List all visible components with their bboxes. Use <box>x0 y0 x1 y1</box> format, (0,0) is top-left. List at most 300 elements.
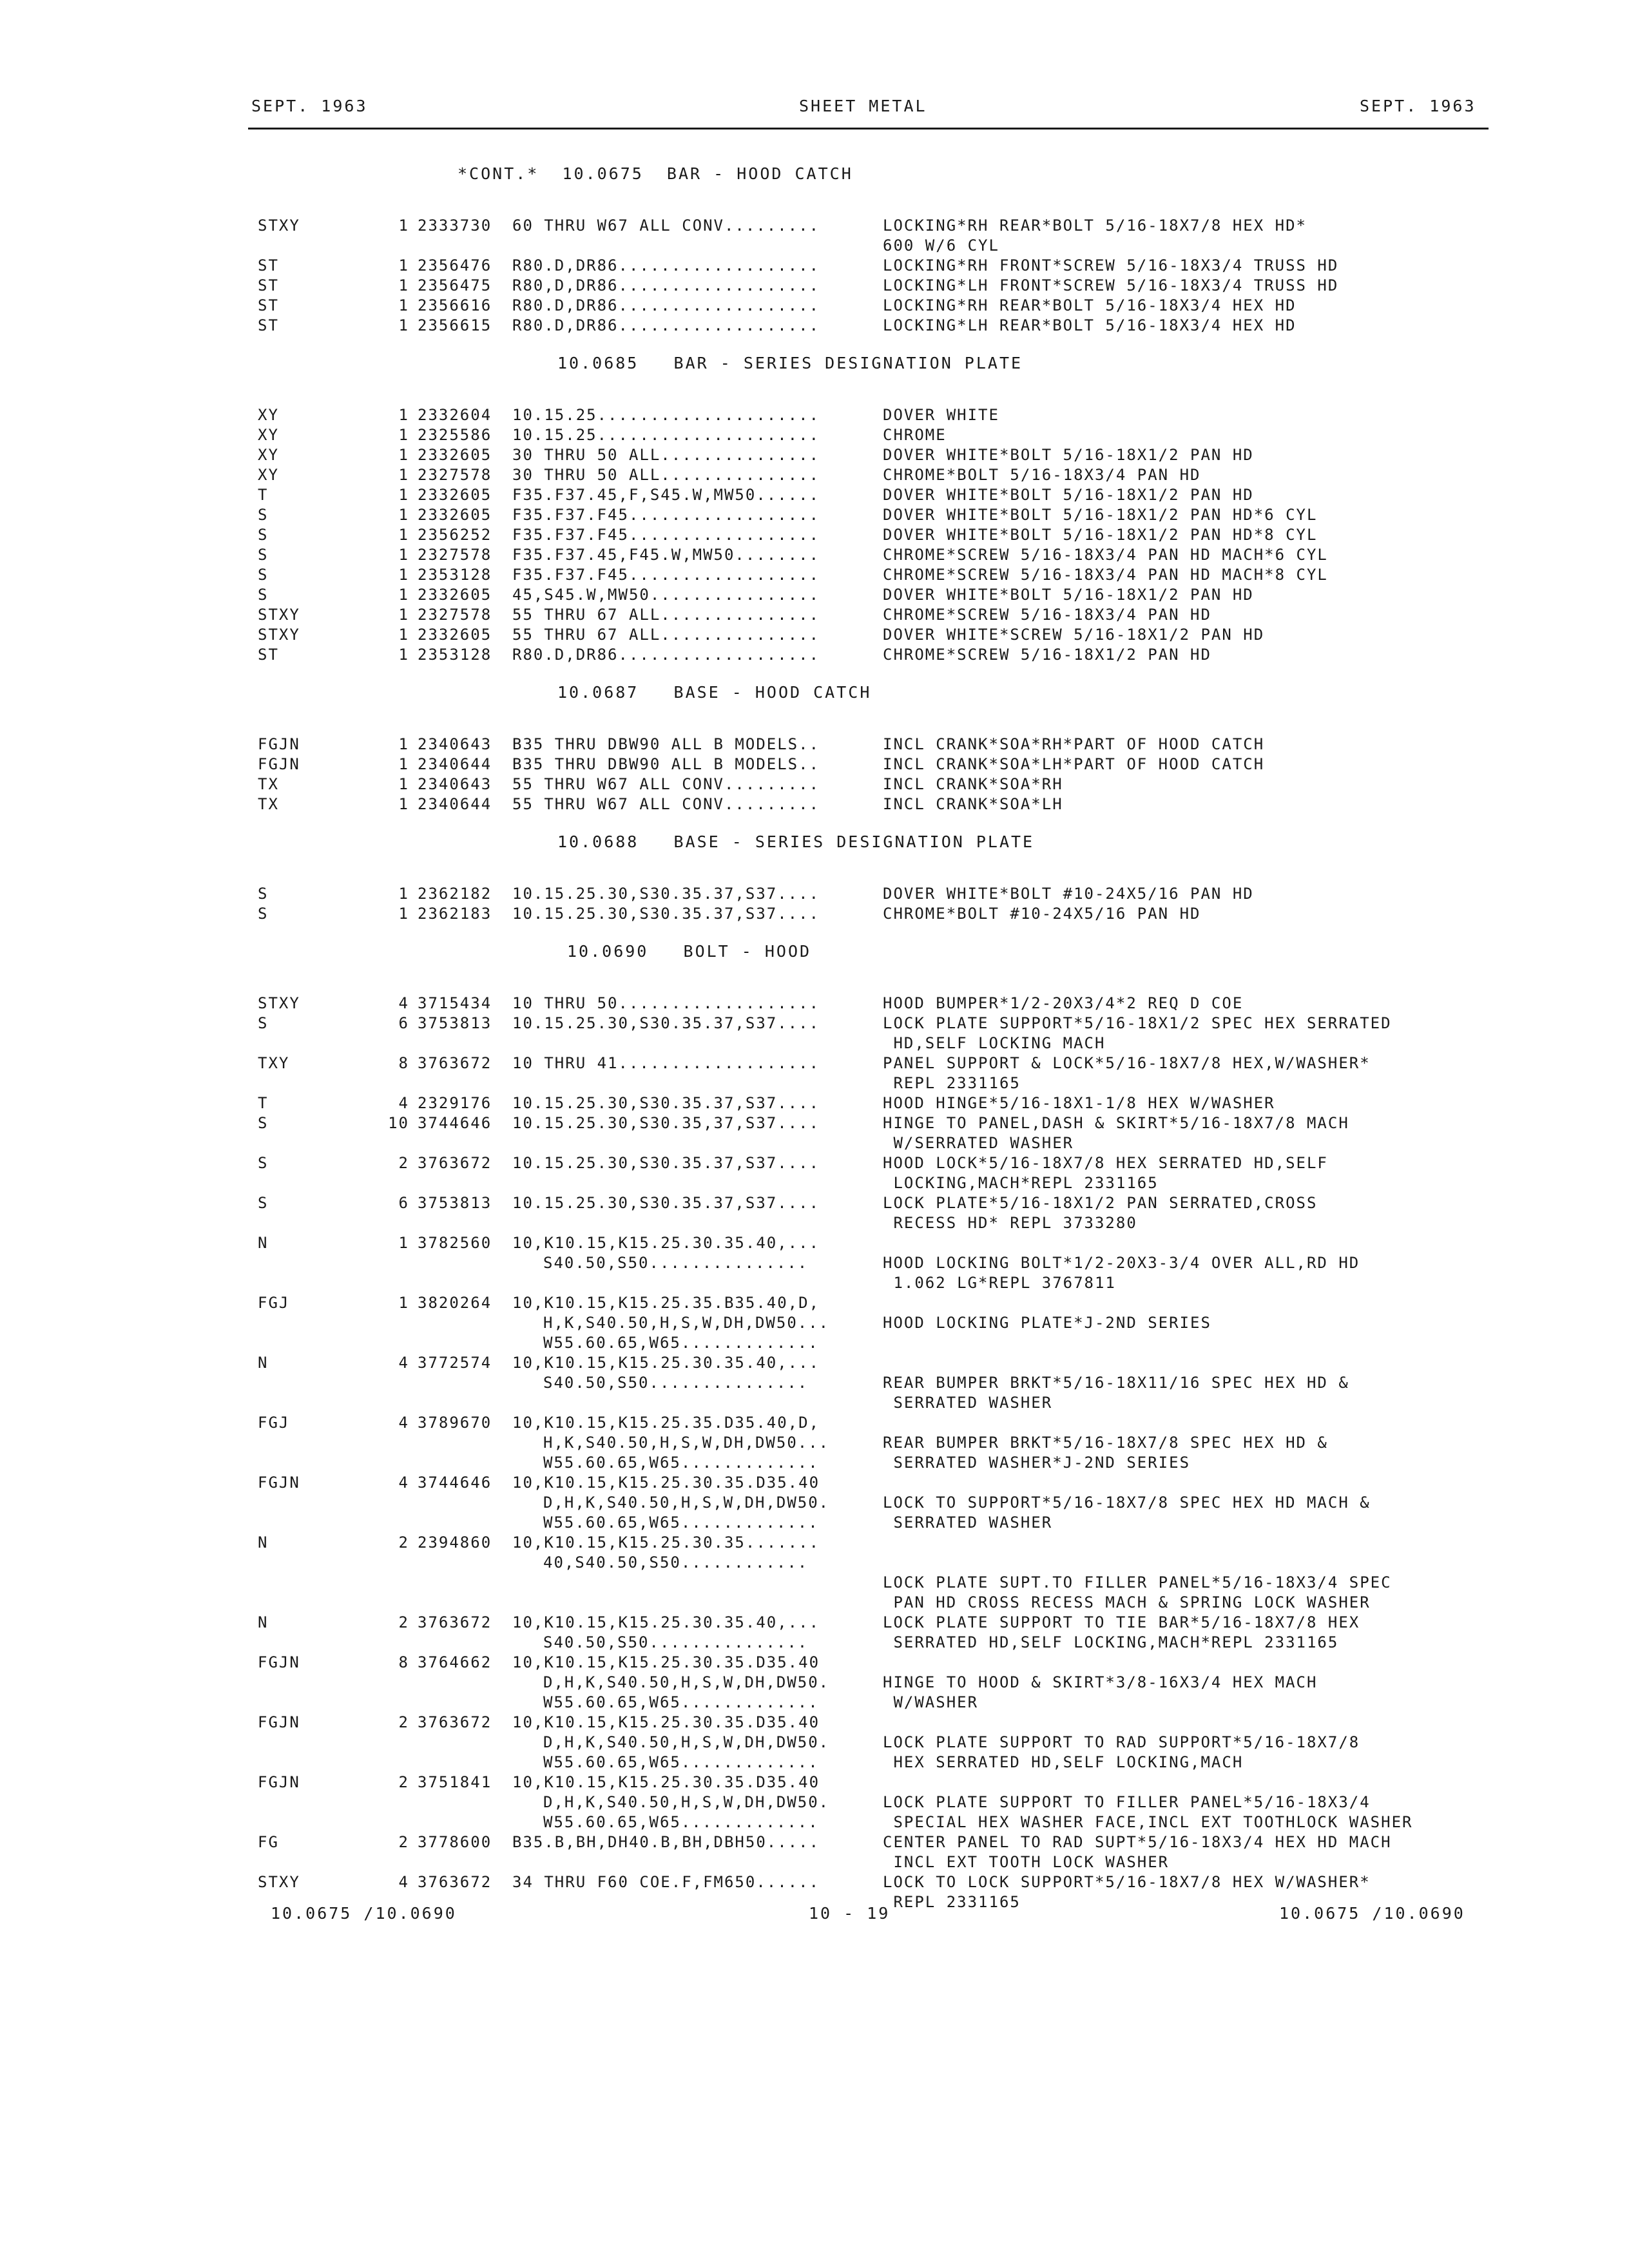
part-number: 2332605 <box>418 446 492 464</box>
part-number: 2332605 <box>418 626 492 644</box>
header-date-right: SEPT. 1963 <box>1360 97 1476 115</box>
model-code: FGJ <box>258 1294 290 1312</box>
application-models: 55 THRU 67 ALL............... <box>512 626 820 644</box>
quantity: 1 <box>398 1294 409 1312</box>
table-row <box>0 296 1629 316</box>
table-row <box>0 754 1629 774</box>
part-number: 2340644 <box>418 755 492 773</box>
application-models: S40.50,S50............... <box>543 1254 809 1272</box>
application-models: S40.50,S50............... <box>543 1374 809 1392</box>
part-number: 2327578 <box>418 606 492 624</box>
application-models: D,H,K,S40.50,H,S,W,DH,DW50. <box>543 1793 830 1811</box>
model-code: FGJN <box>258 1474 300 1492</box>
quantity: 1 <box>398 735 409 753</box>
part-description: LOCK PLATE SUPT.TO FILLER PANEL*5/16-18X3/4 SPEC <box>883 1573 1392 1591</box>
application-models: W55.60.65,W65............. <box>543 1454 819 1472</box>
quantity: 4 <box>398 1873 409 1891</box>
part-description: HINGE TO PANEL,DASH & SKIRT*5/16-18X7/8 MACH <box>883 1114 1349 1132</box>
part-number: 3744646 <box>418 1114 492 1132</box>
part-description: PANEL SUPPORT & LOCK*5/16-18X7/8 HEX,W/WASHER* <box>883 1054 1371 1072</box>
model-code: XY <box>258 406 279 424</box>
part-number: 3763672 <box>418 1154 492 1172</box>
part-description: HD,SELF LOCKING MACH <box>883 1034 1106 1052</box>
quantity: 2 <box>398 1713 409 1731</box>
table-row <box>0 585 1629 605</box>
application-models: R80.D,DR86................... <box>512 316 820 334</box>
model-code: S <box>258 566 269 584</box>
part-description: PAN HD CROSS RECESS MACH & SPRING LOCK WASHER <box>883 1593 1371 1611</box>
application-models: 10 THRU 50................... <box>512 994 820 1012</box>
quantity: 1 <box>398 276 409 294</box>
model-code: STXY <box>258 216 300 235</box>
quantity: 1 <box>398 466 409 484</box>
application-models: 10,K10.15,K15.25.30.35.40,... <box>512 1613 820 1631</box>
model-code: S <box>258 905 269 923</box>
model-code: FGJN <box>258 755 300 773</box>
part-number: 3753813 <box>418 1194 492 1212</box>
quantity: 4 <box>398 1414 409 1432</box>
part-description: INCL EXT TOOTH LOCK WASHER <box>883 1853 1170 1871</box>
section-title: 10.0688 BASE - SERIES DESIGNATION PLATE <box>557 832 1035 851</box>
model-code: TXY <box>258 1054 290 1072</box>
part-description: SERRATED WASHER <box>883 1514 1053 1532</box>
part-description: RECESS HD* REPL 3733280 <box>883 1214 1137 1232</box>
application-models: R80.D,DR86................... <box>512 256 820 274</box>
model-code: S <box>258 1014 269 1032</box>
table-row <box>0 445 1629 465</box>
part-description: CHROME*BOLT #10-24X5/16 PAN HD <box>883 905 1201 923</box>
part-number: 3715434 <box>418 994 492 1012</box>
model-code: ST <box>258 646 279 664</box>
part-number: 3820264 <box>418 1294 492 1312</box>
model-code: STXY <box>258 626 300 644</box>
application-models: W55.60.65,W65............. <box>543 1514 819 1532</box>
part-description: LOCKING*RH REAR*BOLT 5/16-18X3/4 HEX HD <box>883 296 1296 314</box>
part-number: 3744646 <box>418 1474 492 1492</box>
part-description: LOCK PLATE*5/16-18X1/2 PAN SERRATED,CROSS <box>883 1194 1318 1212</box>
table-row <box>0 794 1629 814</box>
application-models: D,H,K,S40.50,H,S,W,DH,DW50. <box>543 1673 830 1691</box>
quantity: 1 <box>398 256 409 274</box>
application-models: R80,D,DR86................... <box>512 276 820 294</box>
part-number: 2353128 <box>418 646 492 664</box>
part-number: 3782560 <box>418 1234 492 1252</box>
model-code: S <box>258 526 269 544</box>
model-code: XY <box>258 466 279 484</box>
part-description: DOVER WHITE*BOLT 5/16-18X1/2 PAN HD <box>883 486 1254 504</box>
table-row <box>0 256 1629 276</box>
part-description: CHROME*SCREW 5/16-18X3/4 PAN HD <box>883 606 1211 624</box>
table-row <box>0 884 1629 904</box>
application-models: 34 THRU F60 COE.F,FM650...... <box>512 1873 820 1891</box>
application-models: 10.15.25.30,S30.35.37,S37.... <box>512 885 820 903</box>
part-description: CHROME*BOLT 5/16-18X3/4 PAN HD <box>883 466 1201 484</box>
application-models: 10,K10.15,K15.25.30.35.D35.40 <box>512 1653 820 1671</box>
application-models: F35.F37.45,F45.W,MW50........ <box>512 546 820 564</box>
quantity: 1 <box>398 775 409 793</box>
table-row <box>0 1713 1629 1773</box>
table-row <box>0 994 1629 1014</box>
application-models: 55 THRU 67 ALL............... <box>512 606 820 624</box>
application-models: 40,S40.50,S50............ <box>543 1553 809 1571</box>
quantity: 1 <box>398 586 409 604</box>
quantity: 2 <box>398 1833 409 1851</box>
part-description: HEX SERRATED HD,SELF LOCKING,MACH <box>883 1753 1244 1771</box>
header-rule <box>248 128 1489 130</box>
part-number: 3763672 <box>418 1713 492 1731</box>
part-number: 3751841 <box>418 1773 492 1791</box>
quantity: 1 <box>398 546 409 564</box>
quantity: 6 <box>398 1194 409 1212</box>
part-number: 2325586 <box>418 426 492 444</box>
part-description: HOOD HINGE*5/16-18X1-1/8 HEX W/WASHER <box>883 1094 1275 1112</box>
table-row <box>0 605 1629 625</box>
application-models: 10.15.25.30,S30.35.37,S37.... <box>512 1154 820 1172</box>
application-models: F35.F37.F45.................. <box>512 566 820 584</box>
quantity: 4 <box>398 1354 409 1372</box>
quantity: 10 <box>388 1114 409 1132</box>
table-row <box>0 1473 1629 1533</box>
header-section-title: SHEET METAL <box>799 97 927 115</box>
section-title: 10.0687 BASE - HOOD CATCH <box>557 683 872 702</box>
part-description: SERRATED WASHER*J-2ND SERIES <box>883 1454 1191 1472</box>
application-models: R80.D,DR86................... <box>512 646 820 664</box>
part-number: 3763672 <box>418 1873 492 1891</box>
quantity: 1 <box>398 1234 409 1252</box>
part-description: INCL CRANK*SOA*LH <box>883 795 1063 813</box>
model-code: XY <box>258 426 279 444</box>
part-description: 600 W/6 CYL <box>883 236 999 255</box>
part-description: LOCK PLATE SUPPORT TO RAD SUPPORT*5/16-18X7/8 <box>883 1733 1360 1751</box>
model-code: FGJN <box>258 1773 300 1791</box>
part-number: 2327578 <box>418 546 492 564</box>
part-description: LOCKING*LH REAR*BOLT 5/16-18X3/4 HEX HD <box>883 316 1296 334</box>
part-number: 3753813 <box>418 1014 492 1032</box>
quantity: 8 <box>398 1653 409 1671</box>
quantity: 4 <box>398 1094 409 1112</box>
part-number: 3763672 <box>418 1054 492 1072</box>
part-number: 2340643 <box>418 775 492 793</box>
table-row <box>0 1014 1629 1053</box>
part-number: 2332605 <box>418 506 492 524</box>
section-title: 10.0690 BOLT - HOOD <box>567 942 812 961</box>
part-description: DOVER WHITE*BOLT 5/16-18X1/2 PAN HD*8 CYL <box>883 526 1318 544</box>
model-code: STXY <box>258 1873 300 1891</box>
quantity: 1 <box>398 506 409 524</box>
table-row <box>0 216 1629 256</box>
quantity: 1 <box>398 216 409 235</box>
part-number: 2333730 <box>418 216 492 235</box>
part-description: W/WASHER <box>883 1693 979 1711</box>
table-row <box>0 1413 1629 1473</box>
part-description: HOOD LOCK*5/16-18X7/8 HEX SERRATED HD,SELF <box>883 1154 1328 1172</box>
quantity: 2 <box>398 1613 409 1631</box>
table-row <box>0 465 1629 485</box>
model-code: S <box>258 1114 269 1132</box>
table-row <box>0 1533 1629 1613</box>
model-code: T <box>258 486 269 504</box>
part-description: INCL CRANK*SOA*RH <box>883 775 1063 793</box>
table-row <box>0 276 1629 296</box>
table-row <box>0 735 1629 754</box>
table-row <box>0 1613 1629 1653</box>
part-number: 3764662 <box>418 1653 492 1671</box>
model-code: FGJN <box>258 735 300 753</box>
model-code: TX <box>258 795 279 813</box>
application-models: 55 THRU W67 ALL CONV......... <box>512 775 820 793</box>
header-date-left: SEPT. 1963 <box>251 97 368 115</box>
part-number: 2356475 <box>418 276 492 294</box>
footer-range-left: 10.0675 /10.0690 <box>271 1904 457 1923</box>
part-description: LOCK TO LOCK SUPPORT*5/16-18X7/8 HEX W/WASHER* <box>883 1873 1371 1891</box>
application-models: 10,K10.15,K15.25.35.D35.40,D, <box>512 1414 820 1432</box>
application-models: D,H,K,S40.50,H,S,W,DH,DW50. <box>543 1733 830 1751</box>
quantity: 4 <box>398 1474 409 1492</box>
part-number: 2340643 <box>418 735 492 753</box>
part-description: LOCK PLATE SUPPORT TO TIE BAR*5/16-18X7/8 HEX <box>883 1613 1360 1631</box>
quantity: 4 <box>398 994 409 1012</box>
part-description: REAR BUMPER BRKT*5/16-18X11/16 SPEC HEX HD & <box>883 1374 1349 1392</box>
quantity: 1 <box>398 566 409 584</box>
footer-range-right: 10.0675 /10.0690 <box>1279 1904 1465 1923</box>
quantity: 1 <box>398 296 409 314</box>
quantity: 1 <box>398 646 409 664</box>
part-description: REAR BUMPER BRKT*5/16-18X7/8 SPEC HEX HD & <box>883 1434 1328 1452</box>
part-number: 2356615 <box>418 316 492 334</box>
table-row <box>0 525 1629 545</box>
part-description: LOCK PLATE SUPPORT TO FILLER PANEL*5/16-18X3/4 <box>883 1793 1371 1811</box>
application-models: 10.15.25.30,S30.35.37,S37.... <box>512 905 820 923</box>
quantity: 1 <box>398 526 409 544</box>
quantity: 1 <box>398 885 409 903</box>
table-row <box>0 1233 1629 1293</box>
part-description: DOVER WHITE*BOLT 5/16-18X1/2 PAN HD <box>883 446 1254 464</box>
table-row <box>0 1113 1629 1153</box>
application-models: 10,K10.15,K15.25.35.B35.40,D, <box>512 1294 820 1312</box>
application-models: D,H,K,S40.50,H,S,W,DH,DW50. <box>543 1494 830 1512</box>
part-number: 2394860 <box>418 1533 492 1552</box>
application-models: 10.15.25.30,S30.35,37,S37.... <box>512 1114 820 1132</box>
table-row <box>0 645 1629 665</box>
table-row <box>0 405 1629 425</box>
part-description: LOCK TO SUPPORT*5/16-18X7/8 SPEC HEX HD MACH & <box>883 1494 1371 1512</box>
table-row <box>0 1773 1629 1832</box>
quantity: 1 <box>398 755 409 773</box>
quantity: 1 <box>398 795 409 813</box>
model-code: S <box>258 586 269 604</box>
part-description: DOVER WHITE*BOLT 5/16-18X1/2 PAN HD*6 CYL <box>883 506 1318 524</box>
quantity: 2 <box>398 1773 409 1791</box>
part-number: 2332605 <box>418 486 492 504</box>
part-description: SERRATED HD,SELF LOCKING,MACH*REPL 2331165 <box>883 1633 1339 1651</box>
part-description: W/SERRATED WASHER <box>883 1134 1074 1152</box>
application-models: R80.D,DR86................... <box>512 296 820 314</box>
model-code: ST <box>258 256 279 274</box>
part-description: CHROME*SCREW 5/16-18X3/4 PAN HD MACH*8 CYL <box>883 566 1328 584</box>
quantity: 6 <box>398 1014 409 1032</box>
application-models: 10.15.25.30,S30.35.37,S37.... <box>512 1094 820 1112</box>
application-models: B35 THRU DBW90 ALL B MODELS.. <box>512 755 820 773</box>
table-row <box>0 1053 1629 1093</box>
application-models: W55.60.65,W65............. <box>543 1813 819 1831</box>
table-row <box>0 625 1629 645</box>
part-description: REPL 2331165 <box>883 1074 1021 1092</box>
part-description: LOCKING*LH FRONT*SCREW 5/16-18X3/4 TRUSS HD <box>883 276 1339 294</box>
part-description: DOVER WHITE*BOLT 5/16-18X1/2 PAN HD <box>883 586 1254 604</box>
part-number: 2356252 <box>418 526 492 544</box>
quantity: 1 <box>398 426 409 444</box>
quantity: 2 <box>398 1533 409 1552</box>
model-code: S <box>258 506 269 524</box>
application-models: 10,K10.15,K15.25.30.35.D35.40 <box>512 1474 820 1492</box>
application-models: 55 THRU W67 ALL CONV......... <box>512 795 820 813</box>
table-row <box>0 425 1629 445</box>
application-models: 10.15.25..................... <box>512 406 820 424</box>
model-code: FGJN <box>258 1713 300 1731</box>
part-number: 3789670 <box>418 1414 492 1432</box>
application-models: S40.50,S50............... <box>543 1633 809 1651</box>
part-description: DOVER WHITE*SCREW 5/16-18X1/2 PAN HD <box>883 626 1265 644</box>
part-description: LOCK PLATE SUPPORT*5/16-18X1/2 SPEC HEX SERRATED <box>883 1014 1392 1032</box>
application-models: W55.60.65,W65............. <box>543 1334 819 1352</box>
application-models: 60 THRU W67 ALL CONV......... <box>512 216 820 235</box>
part-description: SERRATED WASHER <box>883 1394 1053 1412</box>
model-code: XY <box>258 446 279 464</box>
model-code: S <box>258 546 269 564</box>
application-models: F35.F37.F45.................. <box>512 506 820 524</box>
model-code: N <box>258 1613 269 1631</box>
application-models: 10.15.25.30,S30.35.37,S37.... <box>512 1014 820 1032</box>
model-code: FGJN <box>258 1653 300 1671</box>
part-number: 2362183 <box>418 905 492 923</box>
quantity: 1 <box>398 316 409 334</box>
application-models: B35.B,BH,DH40.B,BH,DBH50..... <box>512 1833 820 1851</box>
part-number: 2356616 <box>418 296 492 314</box>
part-number: 2332605 <box>418 586 492 604</box>
quantity: 1 <box>398 905 409 923</box>
table-row <box>0 565 1629 585</box>
application-models: 30 THRU 50 ALL............... <box>512 446 820 464</box>
part-description: HINGE TO HOOD & SKIRT*3/8-16X3/4 HEX MACH <box>883 1673 1318 1691</box>
model-code: S <box>258 1194 269 1212</box>
part-description: INCL CRANK*SOA*LH*PART OF HOOD CATCH <box>883 755 1265 773</box>
model-code: N <box>258 1234 269 1252</box>
part-description: LOCKING,MACH*REPL 2331165 <box>883 1174 1159 1192</box>
table-row <box>0 1153 1629 1193</box>
application-models: 45,S45.W,MW50................ <box>512 586 820 604</box>
model-code: STXY <box>258 606 300 624</box>
part-number: 2329176 <box>418 1094 492 1112</box>
quantity: 1 <box>398 606 409 624</box>
application-models: W55.60.65,W65............. <box>543 1693 819 1711</box>
quantity: 1 <box>398 406 409 424</box>
part-description: HOOD LOCKING PLATE*J-2ND SERIES <box>883 1314 1211 1332</box>
section-title: *CONT.* 10.0675 BAR - HOOD CATCH <box>458 164 853 183</box>
part-description: HOOD LOCKING BOLT*1/2-20X3-3/4 OVER ALL,RD HD <box>883 1254 1360 1272</box>
application-models: 10,K10.15,K15.25.30.35.D35.40 <box>512 1713 820 1731</box>
application-models: H,K,S40.50,H,S,W,DH,DW50... <box>543 1434 830 1452</box>
table-row <box>0 1353 1629 1413</box>
table-row <box>0 1093 1629 1113</box>
model-code: ST <box>258 316 279 334</box>
part-description: DOVER WHITE <box>883 406 999 424</box>
part-number: 2332604 <box>418 406 492 424</box>
application-models: 10,K10.15,K15.25.30.35.40,... <box>512 1234 820 1252</box>
part-description: LOCKING*RH FRONT*SCREW 5/16-18X3/4 TRUSS HD <box>883 256 1339 274</box>
application-models: F35.F37.F45.................. <box>512 526 820 544</box>
quantity: 2 <box>398 1154 409 1172</box>
table-row <box>0 774 1629 794</box>
application-models: 10 THRU 41................... <box>512 1054 820 1072</box>
application-models: W55.60.65,W65............. <box>543 1753 819 1771</box>
part-number: 2362182 <box>418 885 492 903</box>
part-number: 2356476 <box>418 256 492 274</box>
part-description: CHROME*SCREW 5/16-18X3/4 PAN HD MACH*6 CYL <box>883 546 1328 564</box>
application-models: 10,K10.15,K15.25.30.35.D35.40 <box>512 1773 820 1791</box>
part-number: 2327578 <box>418 466 492 484</box>
model-code: N <box>258 1354 269 1372</box>
table-row <box>0 1653 1629 1713</box>
part-description: INCL CRANK*SOA*RH*PART OF HOOD CATCH <box>883 735 1265 753</box>
part-number: 2340644 <box>418 795 492 813</box>
footer-page-number: 10 - 19 <box>809 1904 891 1923</box>
table-row <box>0 904 1629 924</box>
model-code: S <box>258 885 269 903</box>
part-description: REPL 2331165 <box>883 1893 1021 1911</box>
table-row <box>0 545 1629 565</box>
part-number: 2353128 <box>418 566 492 584</box>
application-models: H,K,S40.50,H,S,W,DH,DW50... <box>543 1314 830 1332</box>
part-description: SPECIAL HEX WASHER FACE,INCL EXT TOOTHLOCK WASHER <box>883 1813 1413 1831</box>
table-row <box>0 1193 1629 1233</box>
section-title: 10.0685 BAR - SERIES DESIGNATION PLATE <box>557 354 1023 372</box>
model-code: ST <box>258 296 279 314</box>
application-models: 30 THRU 50 ALL............... <box>512 466 820 484</box>
model-code: TX <box>258 775 279 793</box>
quantity: 8 <box>398 1054 409 1072</box>
application-models: B35 THRU DBW90 ALL B MODELS.. <box>512 735 820 753</box>
part-description: LOCKING*RH REAR*BOLT 5/16-18X7/8 HEX HD* <box>883 216 1307 235</box>
table-row <box>0 1832 1629 1872</box>
model-code: STXY <box>258 994 300 1012</box>
table-row <box>0 505 1629 525</box>
application-models: 10.15.25.30,S30.35.37,S37.... <box>512 1194 820 1212</box>
model-code: T <box>258 1094 269 1112</box>
part-description: CENTER PANEL TO RAD SUPT*5/16-18X3/4 HEX HD MACH <box>883 1833 1392 1851</box>
part-description: HOOD BUMPER*1/2-20X3/4*2 REQ D COE <box>883 994 1244 1012</box>
part-description: 1.062 LG*REPL 3767811 <box>883 1274 1116 1292</box>
application-models: F35.F37.45,F,S45.W,MW50...... <box>512 486 820 504</box>
part-description: CHROME <box>883 426 947 444</box>
table-row <box>0 316 1629 336</box>
model-code: FG <box>258 1833 279 1851</box>
part-number: 3763672 <box>418 1613 492 1631</box>
table-row <box>0 1293 1629 1353</box>
model-code: N <box>258 1533 269 1552</box>
application-models: 10,K10.15,K15.25.30.35.40,... <box>512 1354 820 1372</box>
application-models: 10.15.25..................... <box>512 426 820 444</box>
model-code: ST <box>258 276 279 294</box>
part-number: 3778600 <box>418 1833 492 1851</box>
application-models: 10,K10.15,K15.25.30.35....... <box>512 1533 820 1552</box>
model-code: FGJ <box>258 1414 290 1432</box>
table-row <box>0 485 1629 505</box>
part-description: DOVER WHITE*BOLT #10-24X5/16 PAN HD <box>883 885 1254 903</box>
model-code: S <box>258 1154 269 1172</box>
quantity: 1 <box>398 446 409 464</box>
quantity: 1 <box>398 626 409 644</box>
part-description: CHROME*SCREW 5/16-18X1/2 PAN HD <box>883 646 1211 664</box>
